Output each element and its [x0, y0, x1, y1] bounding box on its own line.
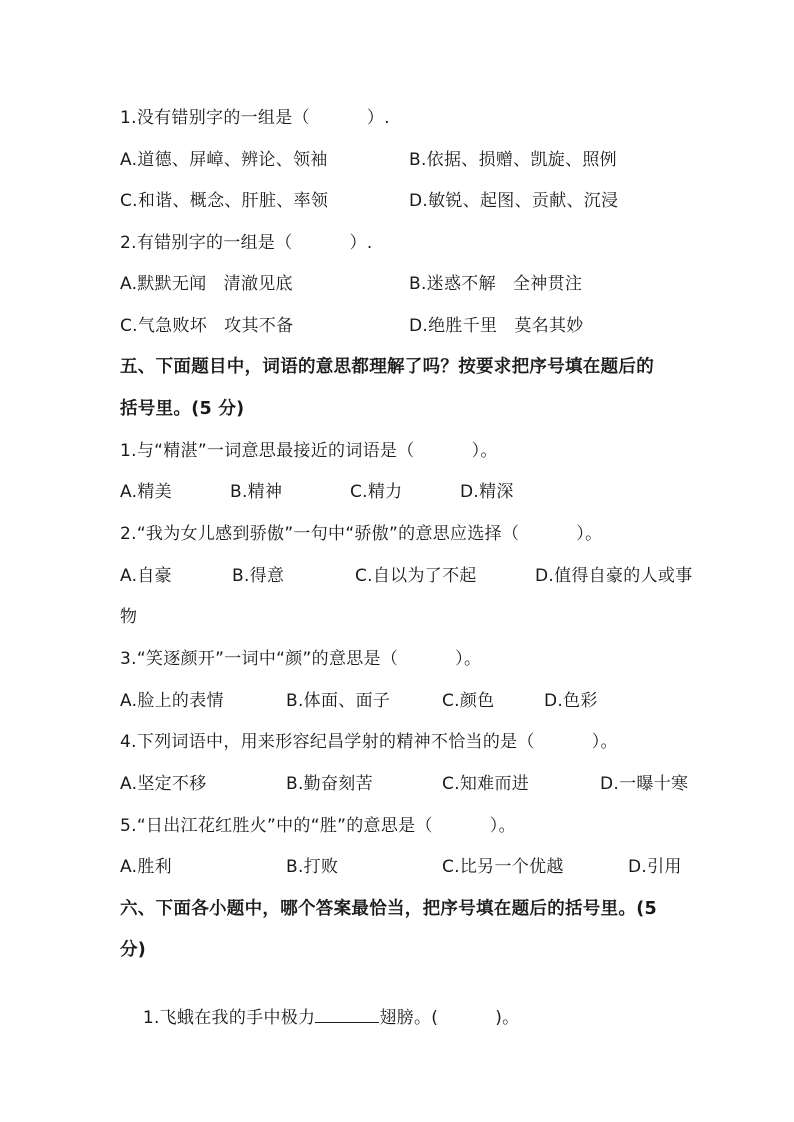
option-b: B.迷惑不解 全神贯注: [409, 274, 583, 294]
option-c: C.颜色: [442, 691, 495, 711]
option-d: D.敏锐、起图、贡献、沉浸: [409, 191, 619, 211]
option-a: A.胜利: [120, 857, 172, 877]
question-stem: 3.“笑逐颜开”一词中“颜”的意思是（ ）。: [120, 649, 482, 669]
question-stem: 4.下列词语中，用来形容纪昌学射的精神不恰当的是（ ）。: [120, 732, 618, 752]
option-a: A.坚定不移: [120, 774, 207, 794]
section-title: 五、下面题目中，词语的意思都理解了吗？按要求把序号填在题后的: [120, 357, 654, 377]
option-wrap: 物: [120, 607, 138, 627]
question-stem: [120, 980, 734, 1054]
question-stem: 2.有错别字的一组是（ ）.: [120, 233, 373, 253]
option-d: D.色彩: [544, 691, 598, 711]
option-d: D.一曝十寒: [600, 774, 689, 794]
option-c: C.自以为了不起: [355, 566, 477, 586]
option-b: B.精神: [230, 482, 283, 502]
option-d: D.引用: [628, 857, 682, 877]
question-stem: 5.“日出江花红胜火”中的“胜”的意思是（ ）。: [120, 816, 516, 836]
option-c: C.知难而进: [442, 774, 530, 794]
fill-blank: [315, 1004, 379, 1023]
option-b: B.依据、损赠、凯旋、照例: [409, 150, 617, 170]
question-stem: 2.“我为女儿感到骄傲”一句中“骄傲”的意思应选择（ ）。: [120, 524, 603, 544]
stem-part-before: 1.飞蛾在我的手中极力: [142, 1008, 316, 1028]
option-a: A.自豪: [120, 566, 172, 586]
option-a: A.道德、屏嶂、辨论、领袖: [120, 150, 328, 170]
option-c: C.比另一个优越: [442, 857, 564, 877]
stem-part-after: 翅膀。( )。: [379, 1008, 520, 1028]
option-d: D.精深: [460, 482, 514, 502]
section-title-cont: 分): [120, 940, 147, 960]
section-title-cont: 括号里。(5 分): [120, 399, 245, 419]
question-stem: 1.没有错别字的一组是（ ）.: [120, 108, 390, 128]
option-b: B.体面、面子: [286, 691, 391, 711]
section-title: 六、下面各小题中，哪个答案最恰当，把序号填在题后的括号里。(5: [120, 899, 657, 919]
option-c: C.和谐、概念、肝脏、率领: [120, 191, 329, 211]
option-d: D.绝胜千里 莫名其妙: [409, 316, 584, 336]
option-a: A.精美: [120, 482, 172, 502]
option-b: B.得意: [232, 566, 285, 586]
option-b: B.打败: [286, 857, 339, 877]
option-d: D.值得自豪的人或事: [535, 566, 693, 586]
option-a: A.默默无闻 清澈见底: [120, 274, 293, 294]
option-a: A.脸上的表情: [120, 691, 224, 711]
option-row: [120, 564, 734, 708]
question-stem: 1.与“精湛”一词意思最接近的词语是（ ）。: [120, 441, 498, 461]
option-b: B.勤奋刻苦: [286, 774, 373, 794]
option-c: C.精力: [350, 482, 403, 502]
option-c: C.气急败坏 攻其不备: [120, 316, 294, 336]
option-row: [120, 855, 734, 999]
